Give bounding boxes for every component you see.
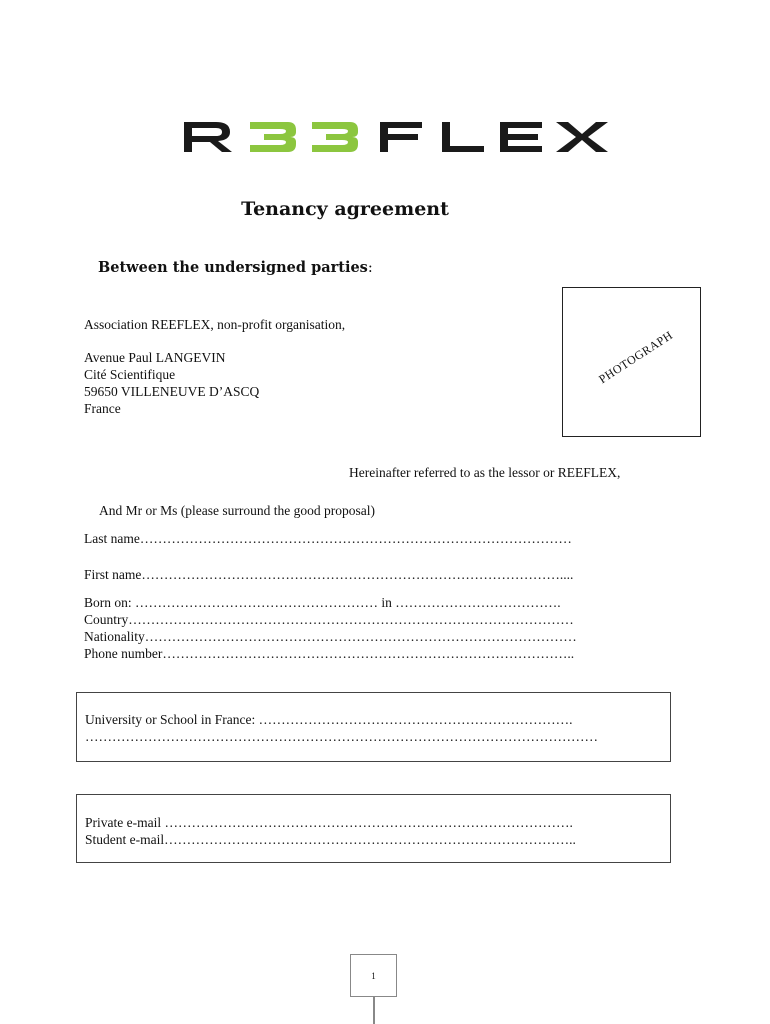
photograph-box[interactable] — [562, 287, 701, 437]
lessor-address-line: 59650 VILLENEUVE D’ASCQ — [84, 384, 260, 399]
university-field[interactable]: University or School in France: ……………………………………………………………. — [85, 712, 573, 727]
lessor-address-line: Avenue Paul LANGEVIN — [84, 350, 226, 365]
reeflex-logo — [180, 118, 610, 156]
parties-heading-text: Between the undersigned parties — [98, 259, 368, 276]
born-on-field[interactable]: Born on: ……………………………………………… in ………………………………. — [84, 595, 561, 610]
country-field[interactable]: Country……………………………………………………………………………………… — [84, 612, 574, 627]
parties-heading-colon: : — [367, 260, 373, 276]
lessor-address-line: France — [84, 401, 121, 416]
university-field-continuation[interactable]: …………………………………………………………………………………………………… — [85, 729, 598, 744]
last-name-field[interactable]: Last name…………………………………………………………………………………… — [84, 531, 572, 546]
lessor-address-line: Cité Scientifique — [84, 367, 176, 382]
hereinafter-text: Hereinafter referred to as the lessor or REEFLEX, — [349, 465, 621, 480]
page-number-connector — [373, 997, 375, 1024]
photograph-label: PHOTOGRAPH — [596, 327, 676, 387]
private-email-field[interactable]: Private e-mail ………………………………………………………………………………. — [85, 815, 573, 830]
page-number-text: 1 — [371, 970, 376, 981]
title-choice-line: And Mr or Ms (please surround the good proposal) — [99, 503, 375, 518]
nationality-field[interactable]: Nationality…………………………………………………………………………………… — [84, 629, 577, 644]
first-name-field[interactable]: First name………………………………………………………………………………….... — [84, 567, 574, 582]
document-title: Tenancy agreement — [241, 198, 449, 220]
email-box — [76, 794, 671, 863]
student-email-field[interactable]: Student e-mail……………………………………………………………………………….. — [85, 832, 576, 847]
phone-number-field[interactable]: Phone number……………………………………………………………………………….. — [84, 646, 575, 661]
lessor-name: Association REEFLEX, non-profit organisation, — [84, 317, 346, 332]
page-number — [350, 954, 397, 997]
university-box — [76, 692, 671, 762]
parties-heading — [98, 259, 373, 276]
